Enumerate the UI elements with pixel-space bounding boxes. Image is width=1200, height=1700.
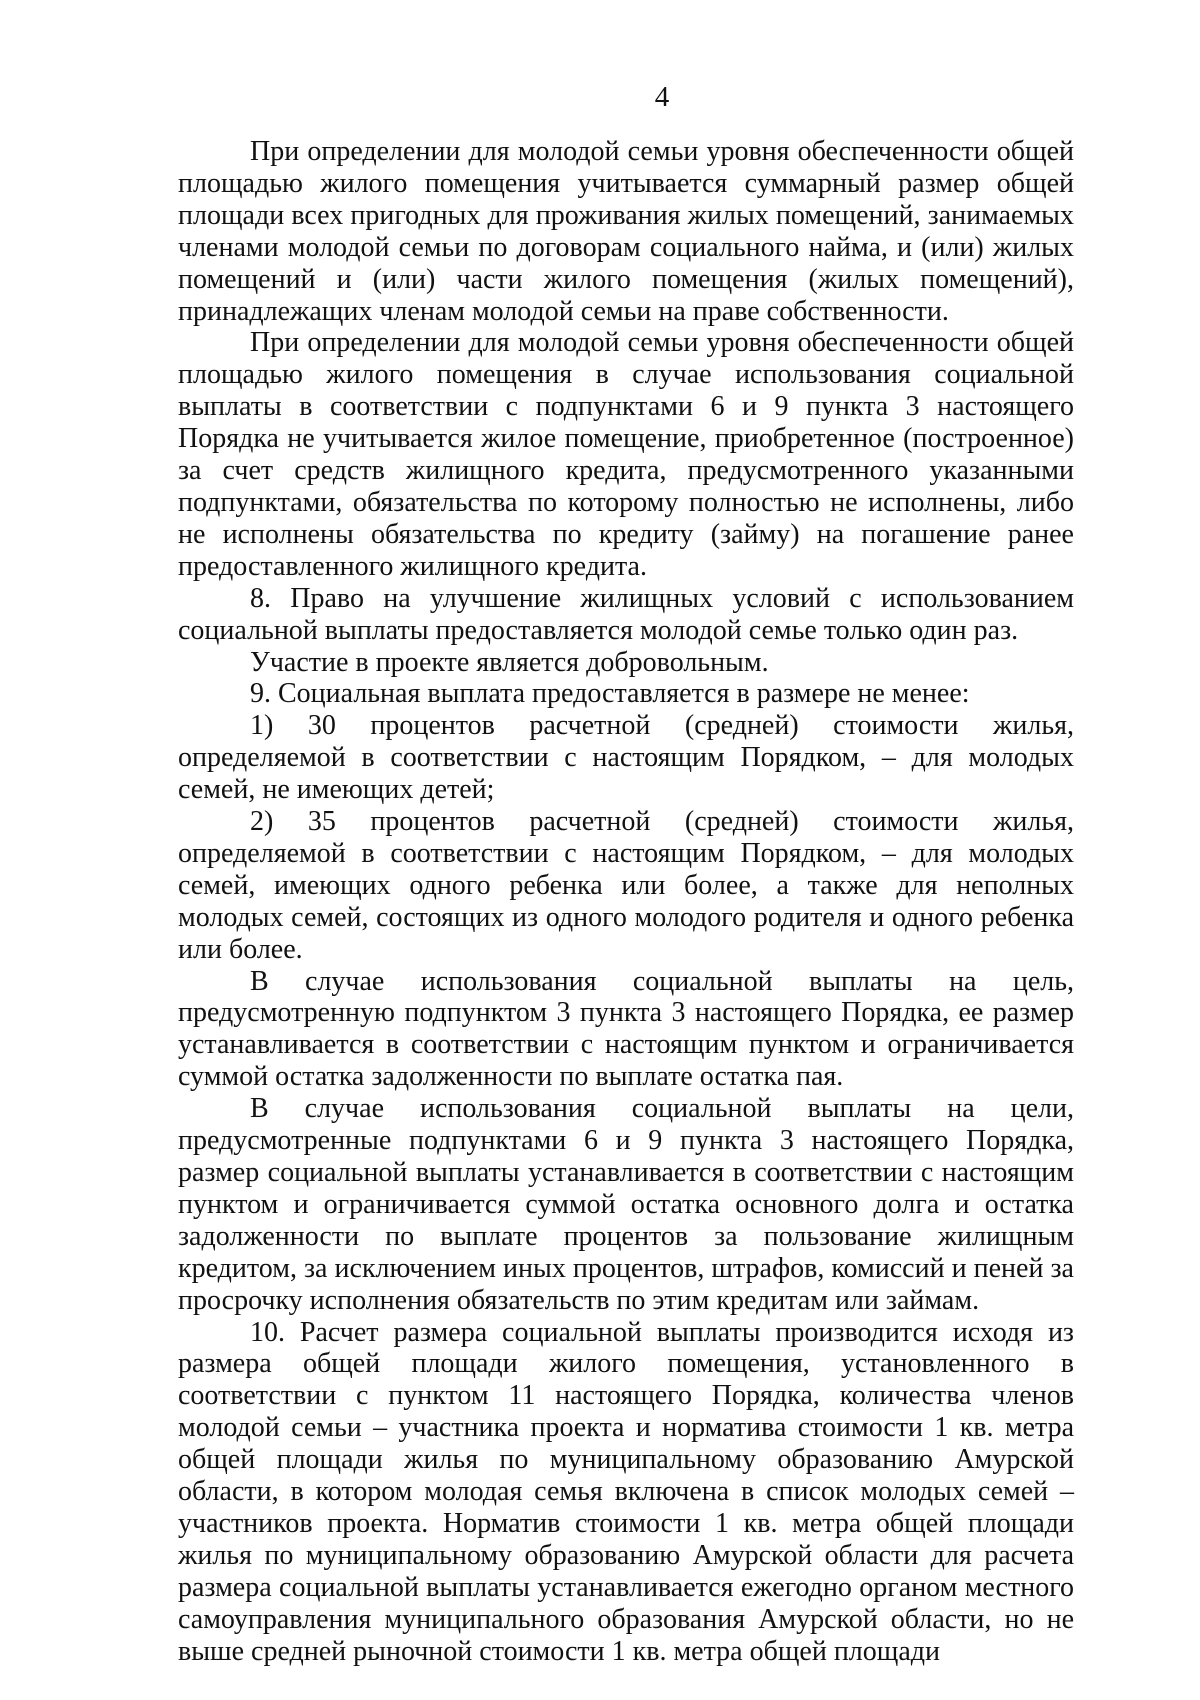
paragraph: В случае использования социальной выплаты на цель, предусмотренную подпунктом 3 пункта 3 настоящего Порядка, ее размер устанавливается в соответствии с настоящим пунктом и ограничивается суммой остатка задолженности по выплате остатка пая. bbox=[178, 965, 1074, 1093]
paragraph-item-9: 9. Социальная выплата предоставляется в размере не менее: bbox=[250, 678, 970, 710]
paragraph-item-8: 8. Право на улучшение жилищных условий с использованием социальной выплаты предоставляется молодой семье только один раз. bbox=[178, 582, 1074, 646]
paragraph: При определении для молодой семьи уровня обеспеченности общей площадью жилого помещения в случае использования социальной выплаты в соответствии с подпунктами 6 и 9 пункта 3 настоящего Порядка не учитывается жилое помещение, приобретенное (построенное) за счет средств жилищного кредита, предусмотренного указанными подпунктами, обязательства по которому полностью не исполнены, либо не исполнены обязательства по кредиту (займу) на погашение ранее предоставленного жилищного кредита. bbox=[178, 327, 1074, 582]
list-item: 1) 30 процентов расчетной (средней) стоимости жилья, определяемой в соответствии с настоящим Порядком, – для молодых семей, не имеющих детей; bbox=[178, 710, 1074, 806]
paragraph: При определении для молодой семьи уровня обеспеченности общей площадью жилого помещения учитывается суммарный размер общей площади всех пригодных для проживания жилых помещений, занимаемых членами молодой семьи по договорам социального найма, и (или) жилых помещений и (или) части жилого помещения (жилых помещений), принадлежащих членам молодой семьи на праве собственности. bbox=[178, 136, 1074, 327]
paragraph-item-10: 10. Расчет размера социальной выплаты производится исходя из размера общей площади жилого помещения, установленного в соответствии с пунктом 11 настоящего Порядка, количества членов молодой семьи – участника проекта и норматива стоимости 1 кв. метра общей площади жилья по муниципальному образованию Амурской области, в котором молодая семья включена в список молодых семей – участников проекта. Норматив стоимости 1 кв. метра общей площади жилья по муниципальному образованию Амурской области для расчета размера социальной выплаты устанавливается ежегодно органом местного самоуправления муниципального образования Амурской области, но не выше средней рыночной стоимости 1 кв. метра общей площади bbox=[178, 1316, 1074, 1667]
document-body bbox=[178, 136, 1074, 1668]
paragraph: В случае использования социальной выплаты на цели, предусмотренные подпунктами 6 и 9 пункта 3 настоящего Порядка, размер социальной выплаты устанавливается в соответствии с настоящим пунктом и ограничивается суммой остатка основного долга и остатка задолженности по выплате процентов за пользование жилищным кредитом, за исключением иных процентов, штрафов, комиссий и пеней за просрочку исполнения обязательств по этим кредитам или займам. bbox=[178, 1093, 1074, 1316]
paragraph: Участие в проекте является добровольным. bbox=[250, 646, 769, 678]
page-number: 4 bbox=[654, 81, 670, 113]
list-item: 2) 35 процентов расчетной (средней) стоимости жилья, определяемой в соответствии с настоящим Порядком, – для молодых семей, имеющих одного ребенка или более, а также для неполных молодых семей, состоящих из одного молодого родителя и одного ребенка или более. bbox=[178, 806, 1074, 965]
